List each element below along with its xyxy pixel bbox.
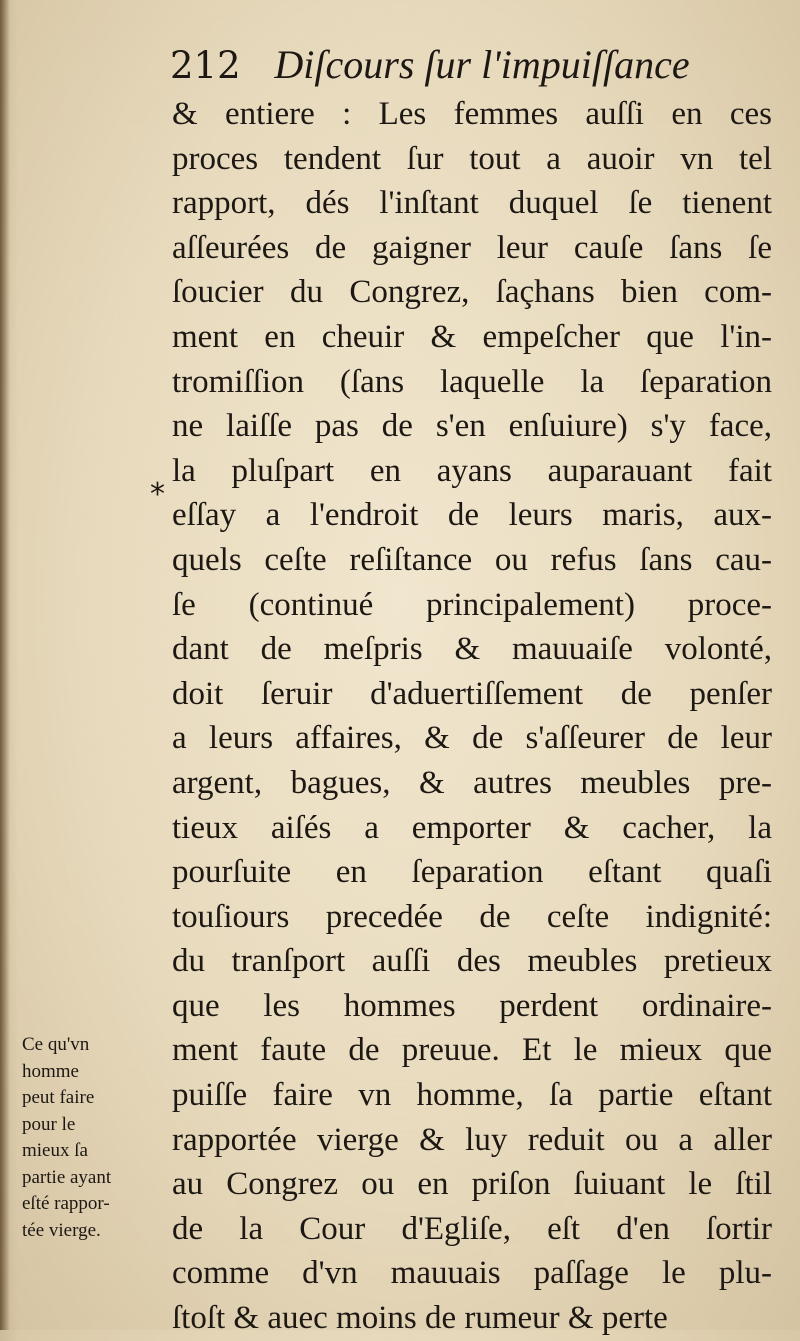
text-line: dant de meſpris & mauuaiſe volonté, xyxy=(172,631,772,668)
marginal-note-line: peut faire xyxy=(22,1087,95,1108)
marginal-asterisk: * xyxy=(150,477,165,512)
text-line: comme d'vn mauuais paſſage le plu- xyxy=(172,1255,772,1292)
marginal-note-line: tée vierge. xyxy=(22,1219,101,1241)
text-line: tieux aiſés a emporter & cacher, la xyxy=(172,809,772,846)
marginal-note-line: mieux ſa xyxy=(22,1140,88,1161)
text-line: ſoucier du Congrez, ſaçhans bien com- xyxy=(172,274,772,311)
text-line: la pluſpart en ayans auparauant fait xyxy=(172,452,772,489)
text-line: ſtoſt & auec moins de rumeur & perte xyxy=(172,1300,668,1337)
text-line: puiſſe faire vn homme, ſa partie eſtant xyxy=(172,1077,772,1114)
page-gutter xyxy=(0,0,10,1330)
marginal-note-line: eſté rappor- xyxy=(22,1193,110,1214)
text-line: rapport, dés l'inſtant duquel ſe tienent xyxy=(172,185,772,222)
text-line: ne laiſſe pas de s'en enſuiure) s'y face, xyxy=(172,408,772,445)
text-line: rapportée vierge & luy reduit ou a aller xyxy=(172,1121,772,1158)
marginal-note-line: homme xyxy=(22,1060,79,1082)
text-line: a leurs affaires, & de s'aſſeurer de leur xyxy=(172,720,772,757)
marginal-note xyxy=(22,1032,162,1244)
marginal-note-line: partie ayant xyxy=(22,1166,112,1188)
page-number: 212 xyxy=(170,44,241,87)
marginal-note-line: pour le xyxy=(22,1113,76,1135)
text-line: de la Cour d'Egliſe, eſt d'en ſortir xyxy=(172,1210,772,1247)
text-line: que les hommes perdent ordinaire- xyxy=(172,987,772,1024)
text-line: doit ſeruir d'aduertiſſement de penſer xyxy=(172,675,772,712)
running-title: Diſcours ſur l'impuiſſance xyxy=(274,42,690,87)
body-text xyxy=(172,92,772,1341)
text-line: eſſay a l'endroit de leurs maris, aux- xyxy=(172,497,772,534)
text-line: au Congrez ou en priſon ſuiuant le ſtil xyxy=(172,1166,772,1203)
text-line: ment en cheuir & empeſcher que l'in- xyxy=(172,318,772,355)
running-head xyxy=(170,40,710,90)
marginal-note-line: Ce qu'vn xyxy=(22,1034,90,1055)
text-line: & entiere : Les femmes auſſi en ces xyxy=(172,96,772,132)
text-line: du tranſport auſſi des meubles pretieux xyxy=(172,943,772,980)
text-line: ment faute de preuue. Et le mieux que xyxy=(172,1032,772,1069)
text-line: proces tendent ſur tout a auoir vn tel xyxy=(172,140,772,177)
text-line: ſe (continué principalement) proce- xyxy=(172,586,772,623)
text-line: argent, bagues, & autres meubles pre- xyxy=(172,764,772,801)
text-line: tromiſſion (ſans laquelle la ſeparation xyxy=(172,363,772,400)
text-line: aſſeurées de gaigner leur cauſe ſans ſe xyxy=(172,229,772,266)
text-line: pourſuite en ſeparation eſtant quaſi xyxy=(172,854,772,891)
text-line: touſiours precedée de ceſte indignité: xyxy=(172,898,772,935)
text-line: quels ceſte reſiſtance ou refus ſans cau- xyxy=(172,541,772,578)
